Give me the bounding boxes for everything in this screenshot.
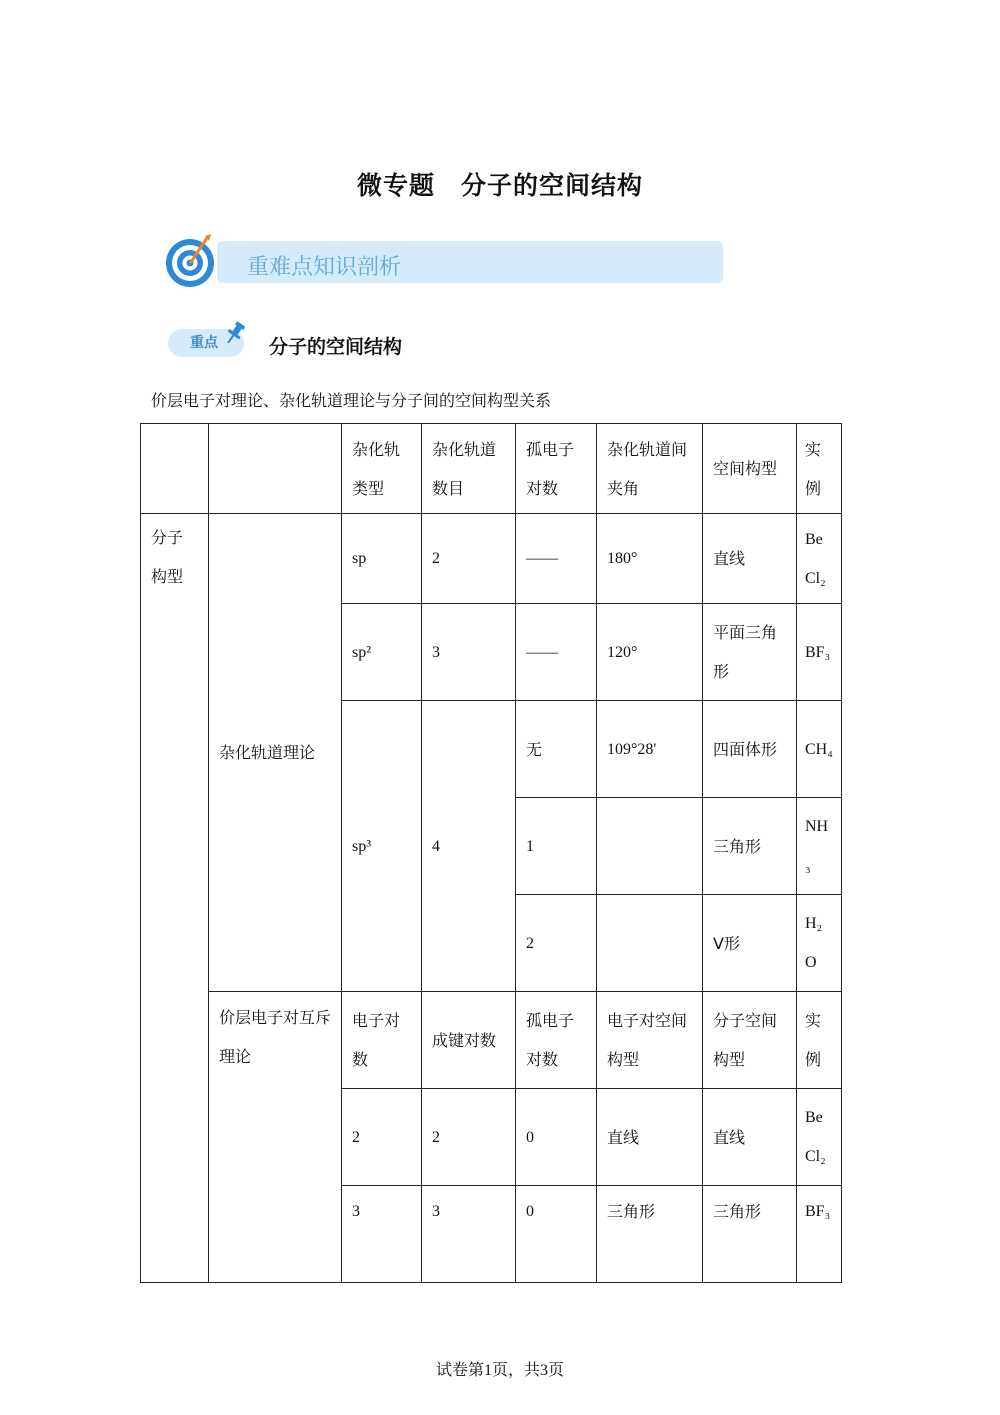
shape: 三角形 <box>703 798 797 895</box>
target-icon <box>163 232 221 290</box>
example: NH₃ <box>797 798 842 895</box>
electron-pairs: 3 <box>342 1186 422 1283</box>
example: H₂O <box>797 895 842 992</box>
example: BeCl₂ <box>797 514 842 604</box>
header-cell: 空间构型 <box>703 424 797 514</box>
molecule-shape: 三角形 <box>703 1186 797 1283</box>
table-caption: 价层电子对理论、杂化轨道理论与分子间的空间构型关系 <box>151 391 552 410</box>
lone-pairs: 0 <box>516 1186 597 1283</box>
lone-pairs: —— <box>516 604 597 701</box>
header-cell: 杂化轨类型 <box>342 424 422 514</box>
lone-pairs: 0 <box>516 1089 597 1186</box>
example: BF₃ <box>797 604 842 701</box>
example: BeCl₂ <box>797 1089 842 1186</box>
lone-pairs: 无 <box>516 701 597 798</box>
header-cell: 实例 <box>797 424 842 514</box>
header-cell: 电子对数 <box>342 992 422 1089</box>
empty-cell <box>209 424 342 514</box>
hybrid-type: sp² <box>342 604 422 701</box>
bonding-pairs: 3 <box>422 1186 516 1283</box>
lone-pairs: 1 <box>516 798 597 895</box>
pushpin-icon <box>222 320 248 346</box>
key-point-title: 分子的空间结构 <box>269 336 403 358</box>
shape: 平面三角形 <box>703 604 797 701</box>
header-cell: 实例 <box>797 992 842 1089</box>
header-cell: 孤电子对数 <box>516 424 597 514</box>
example: BF₃ <box>797 1186 842 1283</box>
page-footer: 试卷第1页，共3页 <box>435 1362 564 1379</box>
empty-cell <box>141 424 209 514</box>
pair-shape: 直线 <box>597 1089 703 1186</box>
molecule-shape: 直线 <box>703 1089 797 1186</box>
shape: 四面体形 <box>703 701 797 798</box>
bond-angle: 120° <box>597 604 703 701</box>
lone-pairs: 2 <box>516 895 597 992</box>
bond-angle: 109°28' <box>597 701 703 798</box>
vsepr-section-label: 价层电子对互斥理论 <box>209 992 342 1283</box>
structure-table <box>140 423 842 1283</box>
header-cell: 杂化轨道间夹角 <box>597 424 703 514</box>
header-cell: 孤电子对数 <box>516 992 597 1089</box>
lone-pairs: —— <box>516 514 597 604</box>
hybrid-count: 2 <box>422 514 516 604</box>
row-group-label: 分子构型 <box>141 514 209 1283</box>
hybrid-count: 4 <box>422 701 516 992</box>
key-badge: 重点 <box>168 329 244 357</box>
section-banner <box>163 232 728 290</box>
bonding-pairs: 2 <box>422 1089 516 1186</box>
header-cell: 分子空间构型 <box>703 992 797 1089</box>
table-row <box>141 514 842 604</box>
example: CH₄ <box>797 701 842 798</box>
hybrid-count: 3 <box>422 604 516 701</box>
hybrid-type: sp <box>342 514 422 604</box>
bond-angle <box>597 798 703 895</box>
page-title: 微专题 分子的空间结构 <box>356 171 643 200</box>
hybrid-type: sp³ <box>342 701 422 992</box>
shape: V形 <box>703 895 797 992</box>
vsepr-header-row <box>141 992 842 1089</box>
table-header-row <box>141 424 842 514</box>
shape: 直线 <box>703 514 797 604</box>
header-cell: 杂化轨道数目 <box>422 424 516 514</box>
key-point-header <box>168 320 468 360</box>
banner-title: 重难点知识剖析 <box>247 255 402 280</box>
pair-shape: 三角形 <box>597 1186 703 1283</box>
header-cell: 电子对空间构型 <box>597 992 703 1089</box>
bond-angle: 180° <box>597 514 703 604</box>
bond-angle <box>597 895 703 992</box>
header-cell: 成键对数 <box>422 992 516 1089</box>
hybrid-section-label: 杂化轨道理论 <box>209 514 342 992</box>
electron-pairs: 2 <box>342 1089 422 1186</box>
